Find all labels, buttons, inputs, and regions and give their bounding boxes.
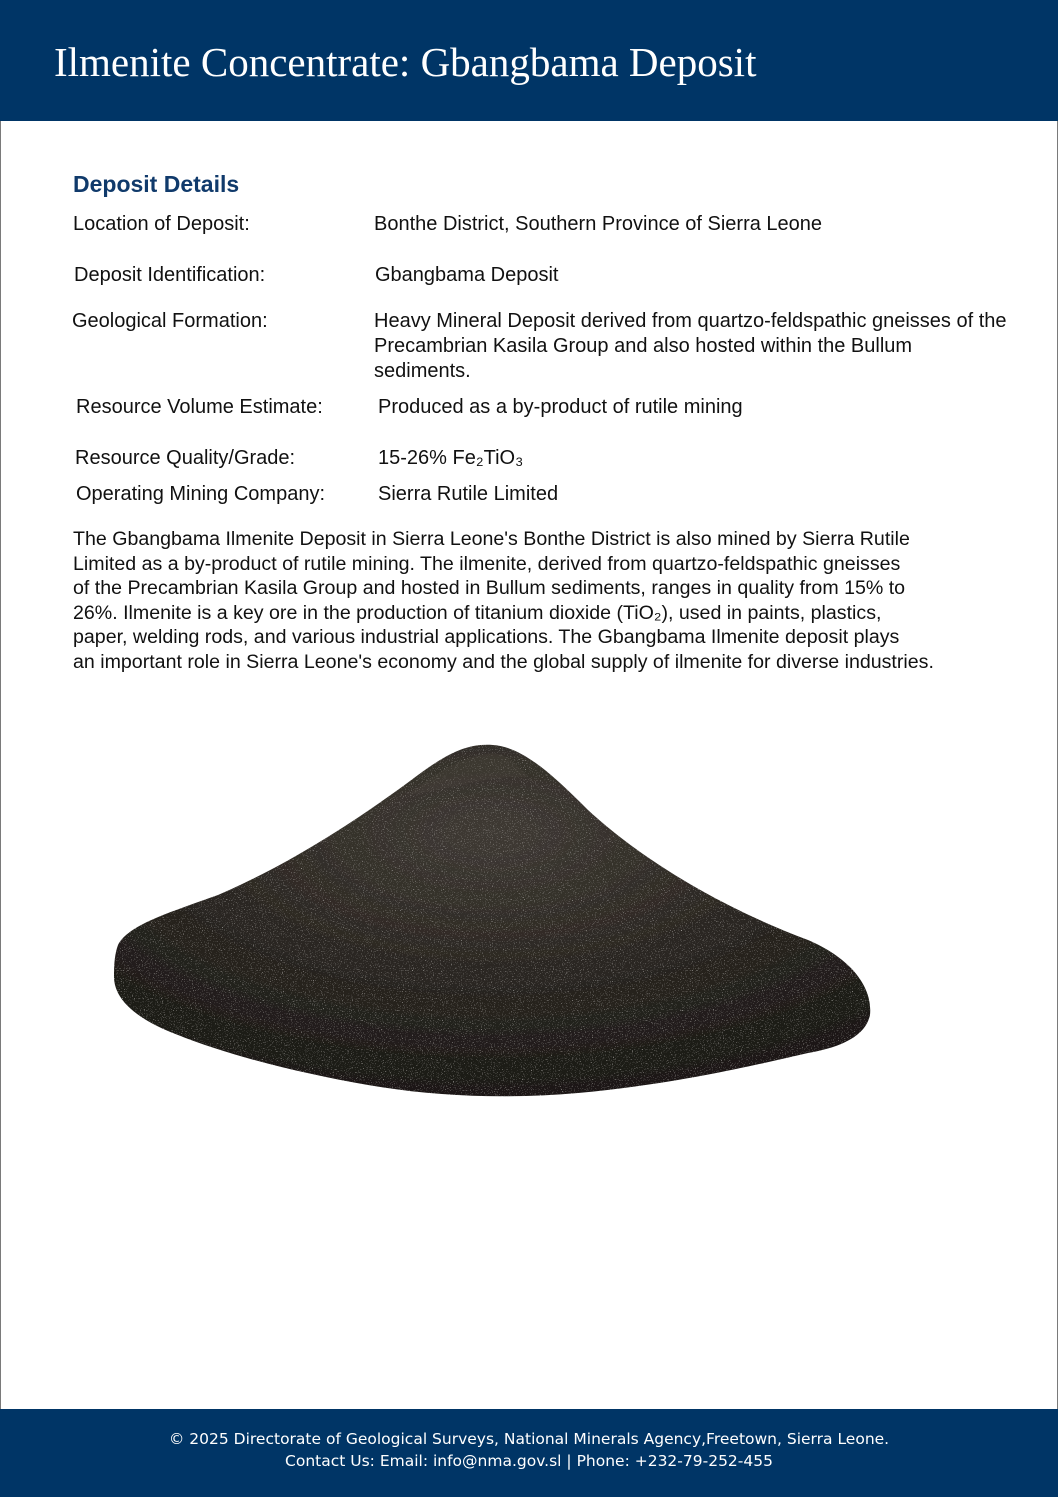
value-identification: Gbangbama Deposit [375, 264, 559, 286]
description-line: paper, welding rods, and various industrial applications. The Gbangbama Ilmenite deposit plays [73, 626, 900, 649]
label-identification: Deposit Identification: [74, 264, 266, 286]
sand-pile-shape [114, 745, 870, 1097]
label-geological-formation: Geological Formation: [72, 310, 268, 332]
ilmenite-sand-pile-photo [108, 735, 883, 1105]
label-resource-grade: Resource Quality/Grade: [75, 447, 296, 469]
description-line: Limited as a by-product of rutile mining. The ilmenite, derived from quartzo-feldspathic gneisses [73, 552, 901, 575]
footer-copyright: © 2025 Directorate of Geological Surveys, National Minerals Agency,Freetown, Sierra Leone. [168, 1430, 890, 1448]
description-line: of the Precambrian Kasila Group and hosted in Bullum sediments, ranges in quality from 15% to [73, 577, 906, 600]
value-mining-company: Sierra Rutile Limited [378, 483, 559, 505]
label-location: Location of Deposit: [73, 213, 250, 235]
value-geological-formation: Heavy Mineral Deposit derived from quartzo-feldspathic gneisses of the Precambrian Kasila Group and also hosted within the Bullum sediments. [374, 310, 1007, 382]
value-resource-grade: 15-26% Fe₂TiO₃ [378, 447, 524, 469]
description-paragraph [73, 527, 1023, 675]
label-resource-volume: Resource Volume Estimate: [76, 396, 323, 418]
section-title-deposit-details: Deposit Details [73, 171, 240, 197]
value-location: Bonthe District, Southern Province of Sierra Leone [374, 213, 823, 235]
description-line: The Gbangbama Ilmenite Deposit in Sierra Leone's Bonthe District is also mined by Sierra Rutile [73, 528, 910, 550]
description-line: an important role in Sierra Leone's economy and the global supply of ilmenite for diverse industries. [73, 650, 934, 673]
description-line: 26%. Ilmenite is a key ore in the production of titanium dioxide (TiO₂), used in paints, plastics, [73, 601, 882, 624]
label-mining-company: Operating Mining Company: [76, 483, 326, 505]
value-resource-volume: Produced as a by-product of rutile mining [378, 396, 743, 418]
page-header [0, 0, 1058, 121]
page-footer [0, 1409, 1058, 1497]
page-title: Ilmenite Concentrate: Gbangbama Deposit [54, 39, 757, 85]
footer-contact: Contact Us: Email: info@nma.gov.sl | Phone: +232-79-252-455 [285, 1452, 773, 1470]
